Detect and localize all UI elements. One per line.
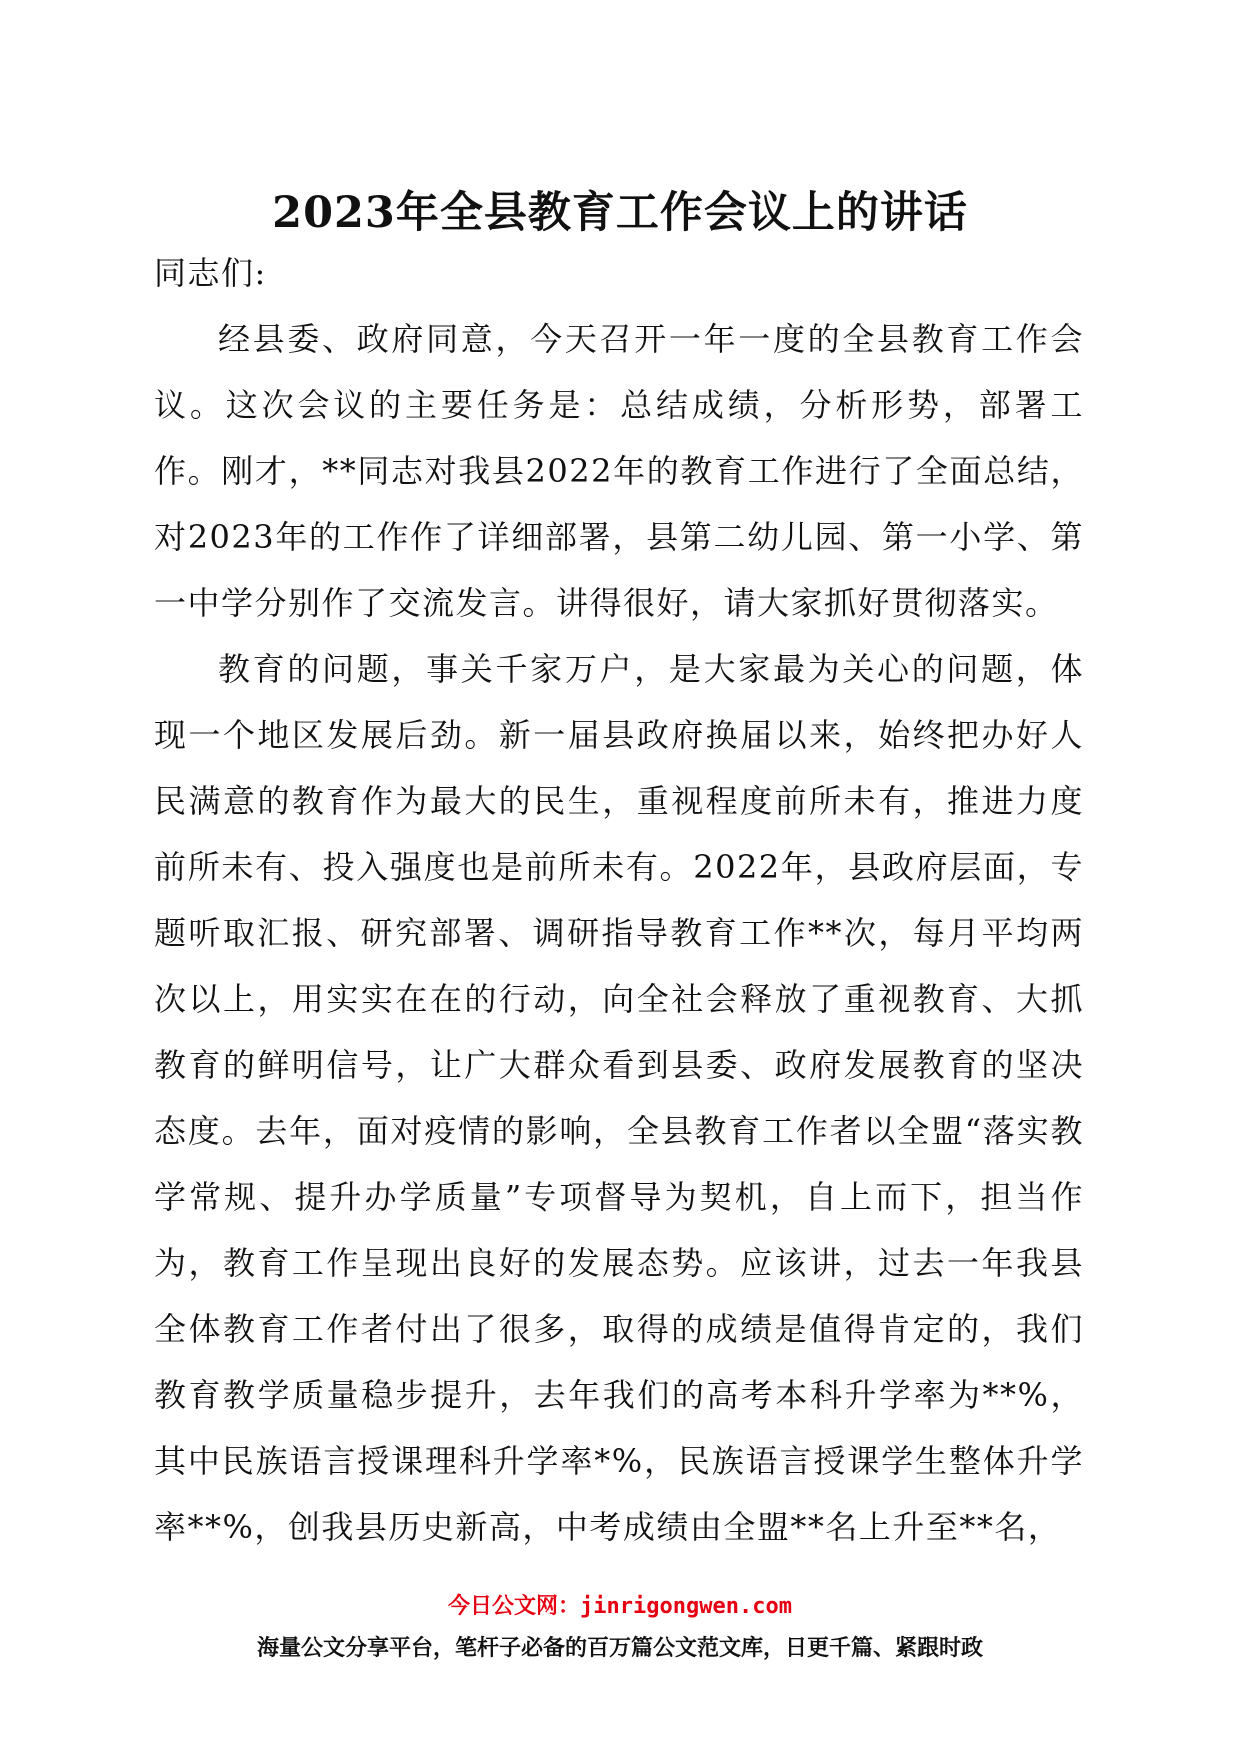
document-body <box>154 240 1084 1560</box>
paragraph-2: 教育的问题，事关千家万户，是大家最为关心的问题，体现一个地区发展后劲。新一届县政府换届以来，始终把办好人民满意的教育作为最大的民生，重视程度前所未有，推进力度前所未有、投入强度也是前所未有。2022年，县政府层面，专题听取汇报、研究部署、调研指导教育工作**次，每月平均两次以上，用实实在在的行动，向全社会释放了重视教育、大抓教育的鲜明信号，让广大群众看到县委、政府发展教育的坚决态度。去年，面对疫情的影响，全县教育工作者以全盟“落实教学常规、提升办学质量”专项督导为契机，自上而下，担当作为，教育工作呈现出良好的发展态势。应该讲，过去一年我县全体教育工作者付出了很多，取得的成绩是值得肯定的，我们教育教学质量稳步提升，去年我们的高考本科升学率为**%，其中民族语言授课理科升学率*%，民族语言授课学生整体升学率**%，创我县历史新高，中考成绩由全盟**名上升至**名， <box>154 650 1084 1546</box>
footer-site-line <box>0 1590 1240 1624</box>
salutation: 同志们: <box>154 254 267 292</box>
footer-banner <box>0 1590 1240 1666</box>
footer-site-name: 今日公文网： <box>448 1594 581 1619</box>
paragraph-1: 经县委、政府同意，今天召开一年一度的全县教育工作会议。这次会议的主要任务是：总结成绩，分析形势，部署工作。刚才，**同志对我县2022年的教育工作进行了全面总结，对2023年的工作作了详细部署，县第二幼儿园、第一小学、第一中学分别作了交流发言。讲得很好，请大家抓好贯彻落实。 <box>154 320 1084 622</box>
footer-slogan: 海量公文分享平台，笔杆子必备的百万篇公文范文库，日更千篇、紧跟时政 <box>256 1636 983 1661</box>
document-title: 2023年全县教育工作会议上的讲话 <box>272 188 968 238</box>
footer-site-link[interactable]: jinrigongwen.com <box>580 1594 792 1619</box>
